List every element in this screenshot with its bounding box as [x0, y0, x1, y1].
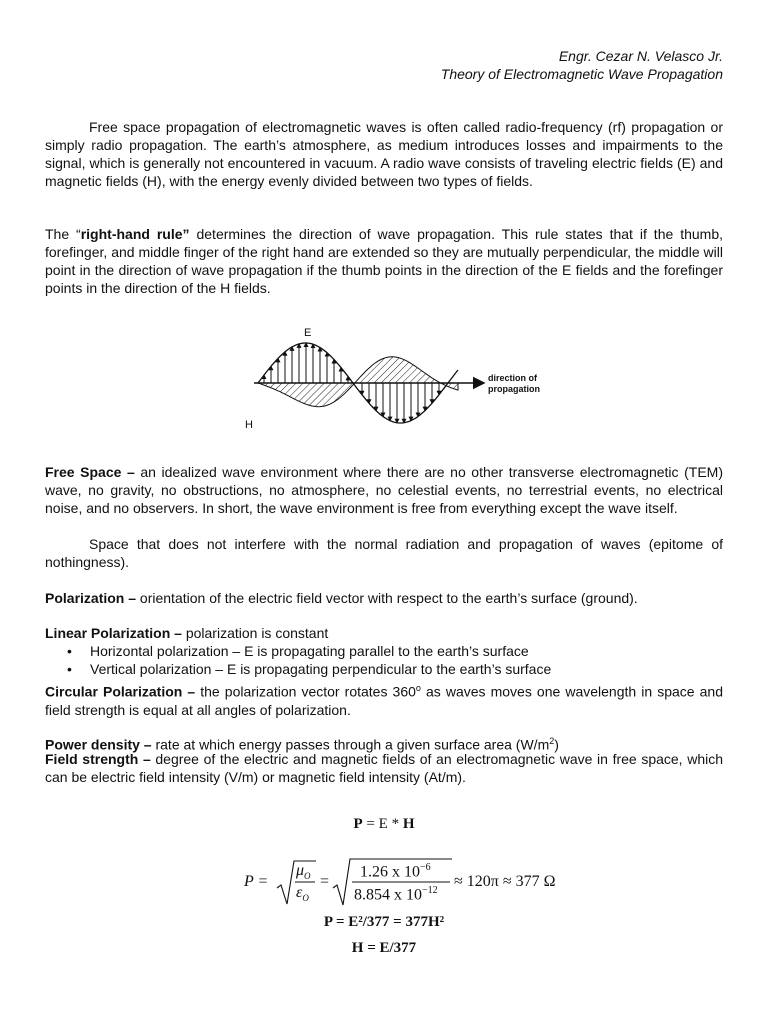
linear-polarization-term: Linear Polarization –: [45, 625, 182, 641]
field-strength-term: Field strength –: [45, 751, 151, 767]
rhr-term: right-hand rule”: [80, 226, 190, 242]
eq2-lhs: P =: [244, 873, 269, 890]
eq1-h: H: [402, 816, 415, 832]
power-density-text: rate at which energy passes through a given surface area (W/m: [151, 736, 550, 753]
rhr-open-quote: The “: [45, 226, 81, 242]
degree-superscript: o: [415, 683, 421, 693]
free-space-term: Free Space –: [45, 464, 135, 480]
circular-polarization-text-a: the polarization vector rotates 360: [195, 683, 416, 700]
page-header: [441, 47, 723, 83]
circular-polarization-text-b: as waves moves one wavelength in space and field strength is equal at all angles of polarization.: [45, 683, 723, 718]
intro-paragraph: Free space propagation of electromagnetic waves is often called radio-frequency (rf) propagation or simply radio propagation. The earth’s atmosphere, as medium introduces losses and impairments to the signal, which is generally not encountered in vacuum. A radio wave consists of traveling electric fields (E) and magnetic fields (H), with the energy evenly divided between two types of fields.: [45, 119, 723, 189]
eq2-mu: $\mu_O$: [296, 862, 311, 882]
equation-h-e: H = E/377: [351, 940, 417, 956]
eq2-denominator: 8.854 x $10^{-12}$: [354, 885, 438, 904]
equation-p-eh: [0, 816, 768, 833]
circular-polarization-term: Circular Polarization –: [45, 683, 196, 700]
free-space-text: an idealized wave environment where there are no other transverse electromagnetic (TEM) wave, no gravity, no obstructions, no atmosphere, no celestial events, no terrestrial events, no electrical noise, and no observers. In short, the wave environment is free from everything except the wave itself.: [45, 464, 723, 516]
circular-polarization-paragraph: [45, 679, 723, 719]
linear-polarization-paragraph: [45, 624, 723, 642]
eq1-star: *: [387, 816, 403, 832]
direction-label-2: propagation: [488, 384, 540, 394]
free-space-paragraph: [45, 463, 723, 517]
equation-p-e2: P = E²/377 = 377H²: [323, 914, 445, 930]
polarization-bullet-list: [45, 642, 723, 678]
field-strength-text: degree of the electric and magnetic fields of an electromagnetic wave in free space, which can be electric field intensity (V/m) or magnetic field intensity (At/m).: [45, 751, 724, 785]
h-field-hatch: [258, 357, 458, 407]
list-item: • Horizontal polarization – E is propagating parallel to the earth’s surface: [45, 642, 723, 660]
h-field-label: H: [245, 419, 253, 431]
eq1-equals: =: [362, 816, 379, 832]
wave-marks: [254, 343, 484, 423]
eq1-e: E: [378, 816, 388, 832]
eq2-result: ≈ 120π ≈ 377 Ω: [454, 873, 556, 890]
linear-polarization-text: polarization is constant: [181, 625, 329, 641]
free-space-paragraph-2: Space that does not interfere with the normal radiation and propagation of waves (epitome of nothingness).: [45, 536, 723, 570]
polarization-term: Polarization –: [45, 590, 137, 606]
e-field-label: E: [304, 327, 312, 339]
eq2-eps: $\varepsilon_O$: [296, 884, 309, 904]
author-line: Engr. Cezar N. Velasco Jr.: [558, 48, 723, 64]
equation-impedance: [244, 858, 564, 908]
polarization-paragraph: [45, 589, 723, 607]
list-item: • Vertical polarization – E is propagating perpendicular to the earth’s surface: [45, 660, 723, 678]
polarization-text: orientation of the electric field vector with respect to the earth’s surface (ground).: [136, 590, 638, 606]
power-density-superscript: 2: [549, 736, 555, 746]
right-hand-rule-paragraph: [45, 225, 723, 297]
power-density-term: Power density –: [45, 736, 152, 753]
power-density-close: ): [554, 736, 559, 753]
subject-line: Theory of Electromagnetic Wave Propagation: [440, 66, 723, 82]
direction-label-1: direction of: [488, 373, 537, 383]
eq2-numerator: 1.26 x $10^{-6}$: [360, 862, 431, 881]
rhr-text: determines the direction of wave propagation. This rule states that if the thumb, forefinger, and middle finger of the right hand are extended so they are mutually perpendicular, the middle will point in the direction of wave propagation if the thumb points in the direction of the E fields and the forefinger points in the direction of the H fields.: [45, 226, 723, 296]
eq1-p: P: [353, 816, 363, 832]
eq2-equals: =: [320, 873, 330, 890]
field-strength-paragraph: [45, 750, 723, 786]
em-wave-diagram: [236, 322, 556, 434]
